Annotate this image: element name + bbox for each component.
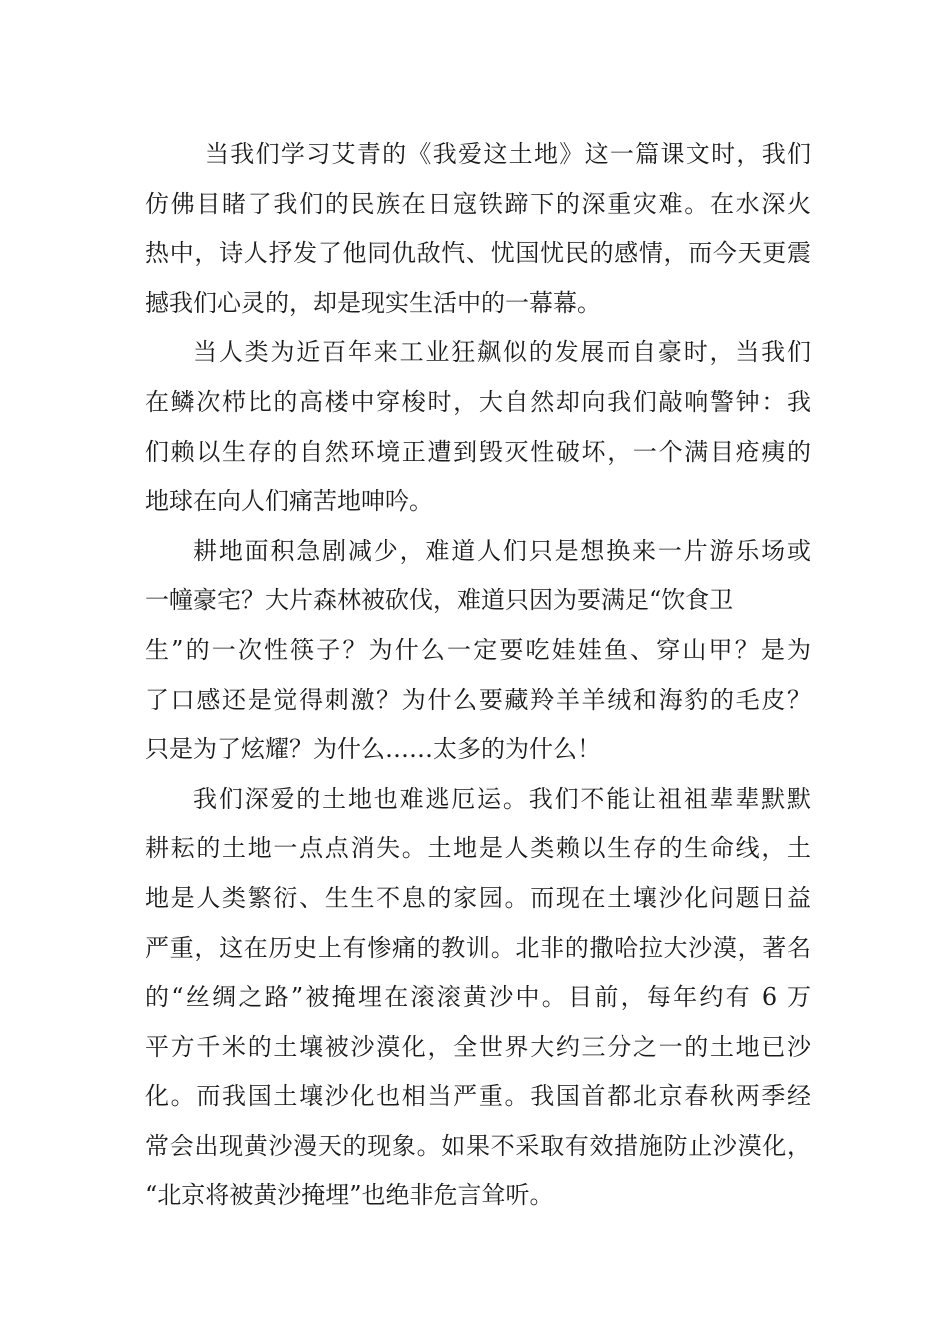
text-line: 撼我们心灵的，却是现实生活中的一幕幕。 — [145, 288, 601, 317]
text-line: 了口感还是觉得刺激？为什么要藏羚羊羊绒和海豹的毛皮？ — [145, 685, 811, 714]
text-line: 地是人类繁衍、生生不息的家园。而现在土壤沙化问题日益 — [145, 883, 811, 912]
text-line: 当人类为近百年来工业狂飙似的发展而自豪时，当我们 — [193, 338, 811, 367]
text-line: 仿佛目睹了我们的民族在日寇铁蹄下的深重灾难。在水深火 — [145, 189, 811, 218]
paragraph-4 — [145, 775, 811, 1221]
text-line: 在鳞次栉比的高楼中穿梭时，大自然却向我们敲响警钟：我 — [145, 387, 811, 416]
text-line: 地球在向人们痛苦地呻吟。 — [145, 487, 433, 516]
text-line: 的“丝绸之路”被掩埋在滚滚黄沙中。目前，每年约有 6 万 — [145, 983, 811, 1012]
paragraph-1 — [145, 130, 811, 328]
text-line: 只是为了炫耀？为什么……太多的为什么！ — [145, 735, 601, 764]
text-line: 化。而我国土壤沙化也相当严重。我国首都北京春秋两季经 — [145, 1082, 811, 1111]
text-line: 我们深爱的土地也难逃厄运。我们不能让祖祖辈辈默默 — [193, 784, 811, 813]
text-line: 当我们学习艾青的《我爱这土地》这一篇课文时，我们 — [205, 140, 811, 168]
essay-body — [145, 130, 811, 1221]
text-line: 们赖以生存的自然环境正遭到毁灭性破坏，一个满目疮痍的 — [145, 437, 811, 466]
text-line: 严重，这在历史上有惨痛的教训。北非的撒哈拉大沙漠，著名 — [145, 933, 811, 962]
text-line: 一幢豪宅？大片森林被砍伐，难道只因为要满足“饮食卫 — [145, 586, 734, 615]
text-line: 平方千米的土壤被沙漠化，全世界大约三分之一的土地已沙 — [145, 1032, 811, 1061]
text-line: 热中，诗人抒发了他同仇敌忾、忧国忧民的感情，而今天更震 — [145, 239, 811, 268]
text-line: 耕地面积急剧减少，难道人们只是想换来一片游乐场或 — [193, 536, 811, 565]
text-line: 常会出现黄沙漫天的现象。如果不采取有效措施防止沙漠化， — [145, 1131, 811, 1160]
text-line: 生”的一次性筷子？为什么一定要吃娃娃鱼、穿山甲？是为 — [145, 635, 811, 664]
paragraph-3 — [145, 527, 811, 775]
text-line: “北京将被黄沙掩埋”也绝非危言耸听。 — [145, 1181, 554, 1210]
text-line: 耕耘的土地一点点消失。土地是人类赖以生存的生命线，土 — [145, 834, 811, 863]
paragraph-2 — [145, 328, 811, 526]
